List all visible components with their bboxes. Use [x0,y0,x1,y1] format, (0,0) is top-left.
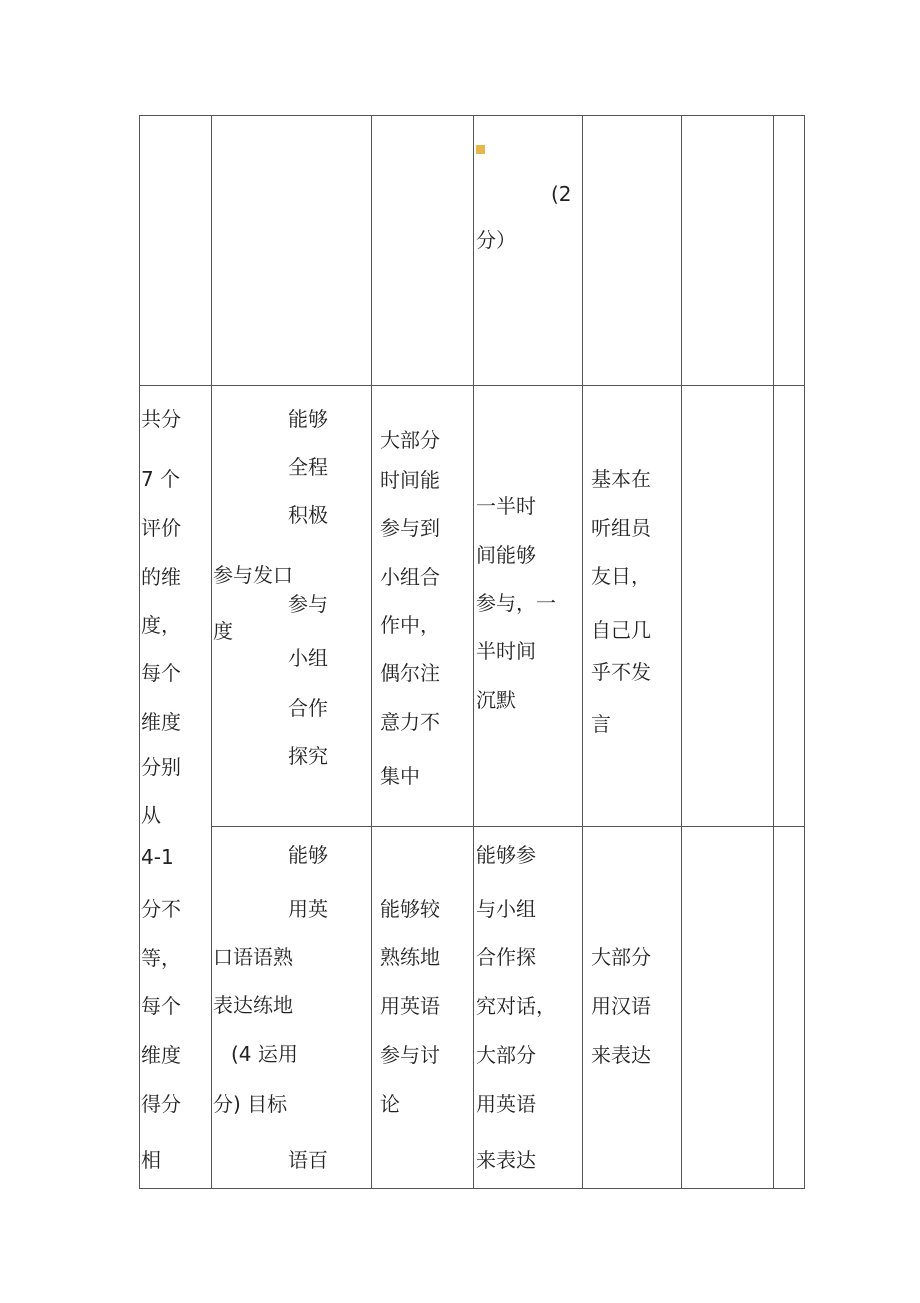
level-2-text-line: 合作探 [476,945,536,969]
level-3-text-line: 意力不 [380,710,440,734]
criteria-text-line: 小组 [288,646,328,670]
criteria-text-line: 语百 [288,1148,328,1172]
criteria-text-line: 探究 [288,744,328,768]
criteria-text-line: 合作 [288,696,328,720]
dimension-description-line: 维度 [141,1043,181,1067]
dimension-description-line: 7 个 [141,467,181,491]
score-text-line: (2 [551,182,572,206]
column-divider-6 [773,115,774,1189]
criteria-text-line: 全程 [288,455,328,479]
level-2-text-line: 用英语 [476,1092,536,1116]
level-2-text-line: 大部分 [476,1043,536,1067]
dimension-description-line: 每个 [141,994,181,1018]
column-divider-2 [371,115,372,1189]
criteria-text-line: 参与发口 [213,563,293,587]
level-1-text-line: 用汉语 [591,994,651,1018]
level-1-text-line: 言 [591,712,611,736]
criteria-text-line: 积极 [288,503,328,527]
dimension-description-line: 每个 [141,661,181,685]
level-3-text-line: 用英语 [380,994,440,1018]
table-border-right [804,115,805,1189]
dimension-description-line: 维度 [141,710,181,734]
table-border-top [139,115,805,116]
criteria-text-line: (4 运用 [231,1042,298,1066]
dimension-description-line: 分别 [141,755,181,779]
level-3-text-line: 能够较 [380,897,440,921]
dimension-description-line: 得分 [141,1092,181,1116]
criteria-text-line: 表达练地 [213,993,293,1017]
bullet-marker-icon [476,145,485,154]
dimension-description-line: 共分 [141,407,181,431]
level-3-text-line: 偶尔注 [380,661,440,685]
dimension-description-line: 从 [141,803,161,827]
column-divider-4 [582,115,583,1189]
column-divider-5 [681,115,682,1189]
level-2-text-line: 参与，一 [476,591,556,615]
level-3-text-line: 集中 [380,764,420,788]
criteria-text-line: 能够 [288,407,328,431]
table-border-left [139,115,140,1189]
level-1-text-line: 乎不发 [591,660,651,684]
score-text-line: 分） [476,228,516,252]
level-3-text-line: 大部分 [380,428,440,452]
dimension-description-line: 的维 [141,565,181,589]
level-2-text-line: 究对话， [476,994,556,1018]
level-3-text-line: 小组合 [380,565,440,589]
criteria-text-line: 口语语熟 [213,945,293,969]
level-2-text-line: 间能够 [476,543,536,567]
row-divider-1 [139,385,805,386]
column-divider-3 [473,115,474,1189]
level-2-text-line: 与小组 [476,897,536,921]
level-3-text-line: 参与讨 [380,1043,440,1067]
dimension-description-line: 相 [141,1148,161,1172]
dimension-description-line: 等， [141,946,181,970]
column-divider-1 [211,115,212,1189]
level-1-text-line: 大部分 [591,945,651,969]
row-divider-2 [211,826,805,827]
level-1-text-line: 友日， [591,564,651,588]
level-3-text-line: 时间能 [380,468,440,492]
level-3-text-line: 熟练地 [380,945,440,969]
level-2-text-line: 来表达 [476,1148,536,1172]
criteria-text-line: 用英 [288,897,328,921]
level-1-text-line: 来表达 [591,1043,651,1067]
level-1-text-line: 自己几 [591,618,651,642]
level-1-text-line: 基本在 [591,467,651,491]
level-2-text-line: 一半时 [476,494,536,518]
criteria-text-line: 度 [213,619,233,643]
criteria-text-line: 能够 [288,843,328,867]
level-3-text-line: 参与到 [380,516,440,540]
criteria-text-line: 分) 目标 [213,1092,288,1116]
criteria-text-line: 参与 [288,592,328,616]
dimension-description-line: 度， [141,613,181,637]
level-3-text-line: 作中， [380,613,440,637]
table-border-bottom [139,1188,805,1189]
dimension-description-line: 评价 [141,516,181,540]
level-2-text-line: 半时间 [476,639,536,663]
level-1-text-line: 听组员 [591,516,651,540]
dimension-description-line: 4-1 [141,845,174,869]
level-3-text-line: 论 [380,1092,400,1116]
level-2-text-line: 能够参 [476,843,536,867]
dimension-description-line: 分不 [141,897,181,921]
level-2-text-line: 沉默 [476,688,516,712]
